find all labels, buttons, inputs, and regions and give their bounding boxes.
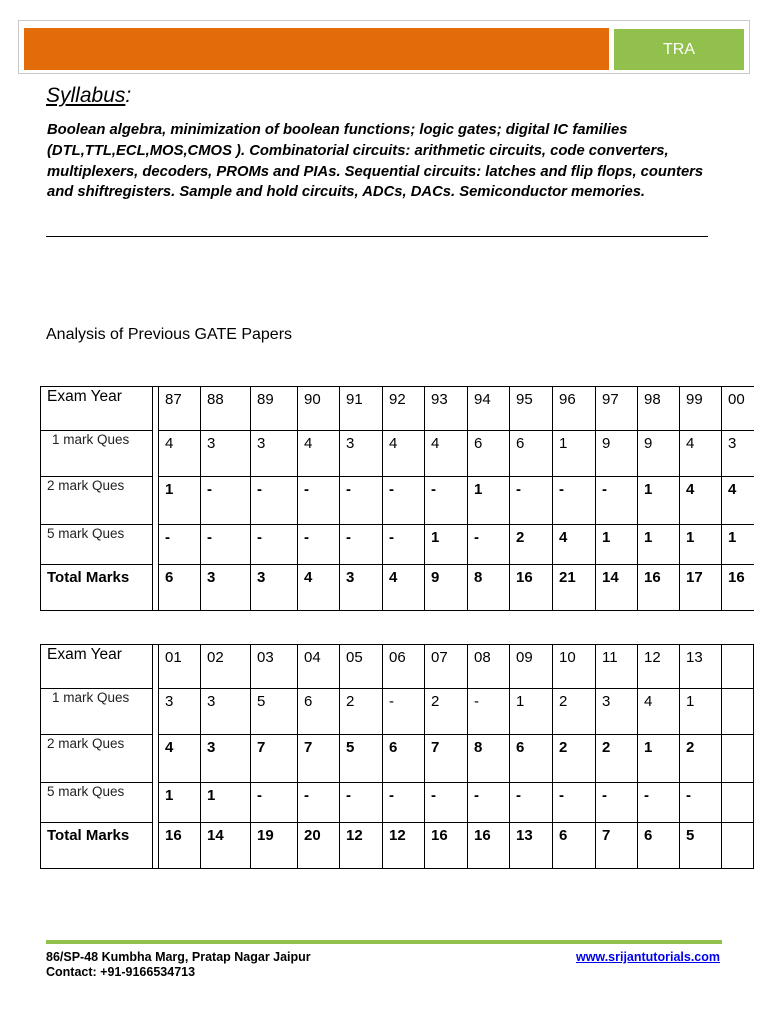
table-cell: 09 <box>510 645 553 689</box>
table-cell: - <box>553 477 596 525</box>
table-row-one <box>41 431 754 477</box>
table-cell: 4 <box>298 431 340 477</box>
table-cell: 1 <box>680 525 722 565</box>
table-cell: 97 <box>596 387 638 431</box>
table-cell: 3 <box>251 431 298 477</box>
table-cell: 16 <box>722 565 754 611</box>
table-cell: 87 <box>159 387 201 431</box>
table-cell: 9 <box>596 431 638 477</box>
table-cell: 2 <box>596 735 638 783</box>
footer-contact: Contact: +91-9166534713 <box>46 965 196 979</box>
table-cell: 1 <box>638 735 680 783</box>
header-badge: TRA <box>614 29 744 70</box>
table-cell: 7 <box>596 823 638 869</box>
table-cell <box>722 645 754 689</box>
table-cell: 10 <box>553 645 596 689</box>
row-label-two: 2 mark Ques <box>41 477 153 525</box>
footer-address: 86/SP-48 Kumbha Marg, Pratap Nagar Jaipur <box>46 950 311 964</box>
table-cell: 99 <box>680 387 722 431</box>
header-orange-bar <box>24 28 609 70</box>
table-cell: 1 <box>596 525 638 565</box>
table-cell: 92 <box>383 387 425 431</box>
table-cell: 95 <box>510 387 553 431</box>
table-cell: 8 <box>468 735 510 783</box>
table-cell <box>722 735 754 783</box>
table-cell: 6 <box>553 823 596 869</box>
table-cell: 94 <box>468 387 510 431</box>
table-cell: 13 <box>680 645 722 689</box>
table-cell: 3 <box>340 565 383 611</box>
table-cell <box>722 823 754 869</box>
table-cell: - <box>425 783 468 823</box>
table-row-total <box>41 565 754 611</box>
table-cell: 07 <box>425 645 468 689</box>
table-cell: - <box>383 689 425 735</box>
table-cell: 9 <box>425 565 468 611</box>
table-row-total <box>41 823 754 869</box>
table-cell: 1 <box>638 525 680 565</box>
row-label-one: 1 mark Ques <box>41 689 153 735</box>
table-cell: 3 <box>722 431 754 477</box>
row-label-two: 2 mark Ques <box>41 735 153 783</box>
row-label-five: 5 mark Ques <box>41 525 153 565</box>
row-label-one: 1 mark Ques <box>41 431 153 477</box>
website-link[interactable]: www.srijantutorials.com <box>575 950 720 964</box>
table-cell: 98 <box>638 387 680 431</box>
table-cell: - <box>383 477 425 525</box>
table-cell: 1 <box>468 477 510 525</box>
row-label-year: Exam Year <box>41 387 153 431</box>
syllabus-heading <box>46 84 131 108</box>
table-cell: 3 <box>251 565 298 611</box>
table-cell: 93 <box>425 387 468 431</box>
analysis-title: Analysis of Previous GATE Papers <box>46 326 293 343</box>
table-cell: - <box>468 525 510 565</box>
table-cell: - <box>468 783 510 823</box>
table-cell: 4 <box>159 431 201 477</box>
row-label-five: 5 mark Ques <box>41 783 153 823</box>
row-label-total: Total Marks <box>41 823 153 869</box>
table-cell <box>722 783 754 823</box>
table-cell: 4 <box>425 431 468 477</box>
table-cell: 88 <box>201 387 251 431</box>
table-cell: 2 <box>425 689 468 735</box>
table-cell: 12 <box>383 823 425 869</box>
gate-analysis-table-2 <box>40 644 754 869</box>
table-cell: - <box>298 783 340 823</box>
table-cell: 4 <box>553 525 596 565</box>
footer-address-block <box>46 950 311 980</box>
table-cell: 16 <box>425 823 468 869</box>
table-cell: - <box>201 525 251 565</box>
table-row-five <box>41 525 754 565</box>
table-cell: 4 <box>159 735 201 783</box>
table-cell: 06 <box>383 645 425 689</box>
table-cell: 19 <box>251 823 298 869</box>
table-cell: 1 <box>553 431 596 477</box>
table-cell: 2 <box>553 735 596 783</box>
table-cell: 6 <box>638 823 680 869</box>
table-cell: 91 <box>340 387 383 431</box>
table-cell: 6 <box>298 689 340 735</box>
table-cell: 13 <box>510 823 553 869</box>
table-cell: - <box>298 477 340 525</box>
table-cell: - <box>553 783 596 823</box>
table-cell: - <box>251 525 298 565</box>
table-cell: 03 <box>251 645 298 689</box>
table-cell: 16 <box>159 823 201 869</box>
table-cell: 7 <box>425 735 468 783</box>
table-cell: 4 <box>638 689 680 735</box>
table-cell: 3 <box>596 689 638 735</box>
divider-rule <box>46 236 708 237</box>
table-row-two <box>41 735 754 783</box>
table-cell: - <box>340 783 383 823</box>
table-cell: 1 <box>638 477 680 525</box>
footer-line <box>46 940 722 944</box>
table-cell: 89 <box>251 387 298 431</box>
table-cell: - <box>425 477 468 525</box>
table-cell: 12 <box>638 645 680 689</box>
table-cell: 2 <box>340 689 383 735</box>
table-cell: 4 <box>298 565 340 611</box>
table-cell: - <box>251 477 298 525</box>
table-cell: 14 <box>201 823 251 869</box>
table-cell: 6 <box>383 735 425 783</box>
table-cell: 2 <box>553 689 596 735</box>
table-cell: - <box>383 525 425 565</box>
table-cell: 12 <box>340 823 383 869</box>
table-cell: 6 <box>510 735 553 783</box>
table-cell: - <box>510 783 553 823</box>
table-cell: 6 <box>159 565 201 611</box>
table-cell: 9 <box>638 431 680 477</box>
table-cell: - <box>251 783 298 823</box>
table-cell: 02 <box>201 645 251 689</box>
table-cell: 5 <box>680 823 722 869</box>
table-cell: 1 <box>159 477 201 525</box>
table-cell: 7 <box>251 735 298 783</box>
table-cell: 4 <box>680 431 722 477</box>
table-cell: 96 <box>553 387 596 431</box>
table-cell: 1 <box>159 783 201 823</box>
table-cell: 16 <box>510 565 553 611</box>
table-cell: 8 <box>468 565 510 611</box>
table-cell: - <box>298 525 340 565</box>
table-row-five <box>41 783 754 823</box>
table-cell: 17 <box>680 565 722 611</box>
table-cell: - <box>340 477 383 525</box>
table-cell: 90 <box>298 387 340 431</box>
table-cell: - <box>680 783 722 823</box>
table-cell: - <box>510 477 553 525</box>
table-cell: - <box>596 783 638 823</box>
table-cell: 20 <box>298 823 340 869</box>
table-cell: 3 <box>201 689 251 735</box>
table-row-year <box>41 387 754 431</box>
syllabus-heading-text: Syllabus <box>46 84 126 107</box>
row-label-total: Total Marks <box>41 565 153 611</box>
table-cell: 2 <box>510 525 553 565</box>
table-cell: 3 <box>201 431 251 477</box>
table-cell: 4 <box>383 565 425 611</box>
table-cell: 1 <box>201 783 251 823</box>
table-cell: - <box>468 689 510 735</box>
table-cell: 01 <box>159 645 201 689</box>
table-cell: 6 <box>468 431 510 477</box>
table-cell: 16 <box>468 823 510 869</box>
table-cell: 5 <box>340 735 383 783</box>
syllabus-heading-colon: : <box>125 84 132 107</box>
table-cell <box>722 689 754 735</box>
table-cell: 04 <box>298 645 340 689</box>
table-cell: - <box>201 477 251 525</box>
table-cell: 1 <box>425 525 468 565</box>
table-cell: 6 <box>510 431 553 477</box>
table-cell: 11 <box>596 645 638 689</box>
table-row-two <box>41 477 754 525</box>
table-cell: 05 <box>340 645 383 689</box>
table-cell: 4 <box>383 431 425 477</box>
table-cell: 08 <box>468 645 510 689</box>
table-cell: - <box>596 477 638 525</box>
table-cell: - <box>383 783 425 823</box>
table-row-one <box>41 689 754 735</box>
table-cell: 2 <box>680 735 722 783</box>
table-row-year <box>41 645 754 689</box>
table-cell: 4 <box>722 477 754 525</box>
syllabus-text: Boolean algebra, minimization of boolean functions; logic gates; digital IC families (DTL,TTL,ECL,MOS,CMOS ). Combinatorial circuits: arithmetic circuits, code converters, multiplexers, decoders, PROMs and PIAs. Sequential circuits: latches and flip flops, counters and shiftregisters. Sample and hold circuits, ADCs, DACs. Semiconductor memories. <box>47 122 704 201</box>
table-cell: 00 <box>722 387 754 431</box>
table-cell: - <box>638 783 680 823</box>
table-cell: 16 <box>638 565 680 611</box>
table-cell: 3 <box>340 431 383 477</box>
row-label-year: Exam Year <box>41 645 153 689</box>
table-cell: 14 <box>596 565 638 611</box>
table-cell: - <box>340 525 383 565</box>
table-cell: - <box>159 525 201 565</box>
table-cell: 7 <box>298 735 340 783</box>
gate-analysis-table-1 <box>40 386 754 611</box>
table-cell: 1 <box>722 525 754 565</box>
table-cell: 4 <box>680 477 722 525</box>
table-cell: 3 <box>159 689 201 735</box>
table-cell: 3 <box>201 565 251 611</box>
table-cell: 3 <box>201 735 251 783</box>
table-cell: 1 <box>680 689 722 735</box>
table-cell: 5 <box>251 689 298 735</box>
table-cell: 1 <box>510 689 553 735</box>
table-cell: 21 <box>553 565 596 611</box>
